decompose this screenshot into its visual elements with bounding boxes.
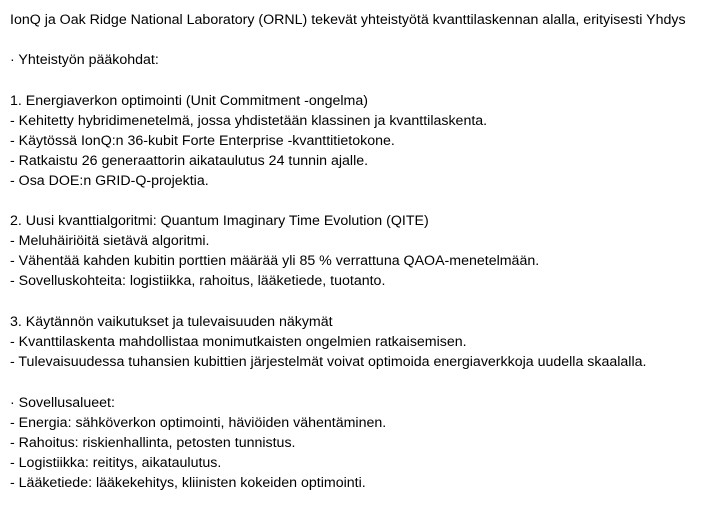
list-item: - Energia: sähköverkon optimointi, häviöiden vähentäminen. bbox=[10, 415, 387, 431]
list-item: - Rahoitus: riskienhallinta, petosten tunnistus. bbox=[10, 435, 296, 451]
list-item: - Kehitetty hybridimenetelmä, jossa yhdistetään klassinen ja kvanttilaskenta. bbox=[10, 113, 488, 129]
document-body bbox=[10, 0, 713, 517]
list-item: - Sovelluskohteita: logistiikka, rahoitus, lääketiede, tuotanto. bbox=[10, 273, 386, 289]
section-2-heading: 2. Uusi kvanttialgoritmi: Quantum Imaginary Time Evolution (QITE) bbox=[10, 213, 429, 229]
list-item: - Kvanttilaskenta mahdollistaa monimutkaisten ongelmien ratkaisemisen. bbox=[10, 334, 467, 350]
section-3-heading: 3. Käytännön vaikutukset ja tulevaisuuden näkymät bbox=[10, 314, 333, 330]
list-item: - Tulevaisuudessa tuhansien kubittien järjestelmät voivat optimoida energiaverkkoja uudella skaalalla. bbox=[10, 354, 647, 370]
applications-heading: · Sovellusalueet: bbox=[10, 395, 115, 411]
list-item: - Ratkaistu 26 generaattorin aikataulutus 24 tunnin ajalle. bbox=[10, 153, 369, 169]
list-item: - Vähentää kahden kubitin porttien määrää yli 85 % verrattuna QAOA-menetelmään. bbox=[10, 253, 540, 269]
list-item: - Osa DOE:n GRID-Q-projektia. bbox=[10, 173, 209, 189]
key-points-heading: · Yhteistyön pääkohdat: bbox=[10, 52, 159, 68]
list-item: - Logistiikka: reititys, aikataulutus. bbox=[10, 455, 222, 471]
section-1-heading: 1. Energiaverkon optimointi (Unit Commitment -ongelma) bbox=[10, 93, 368, 109]
intro-paragraph: IonQ ja Oak Ridge National Laboratory (ORNL) tekevät yhteistyötä kvanttilaskennan alalla, erityisesti Yhdys bbox=[10, 12, 686, 28]
list-item: - Lääketiede: lääkekehitys, kliinisten kokeiden optimointi. bbox=[10, 475, 366, 491]
list-item: - Käytössä IonQ:n 36-kubit Forte Enterprise -kvanttitietokone. bbox=[10, 133, 395, 149]
list-item: - Meluhäiriöitä sietävä algoritmi. bbox=[10, 233, 210, 249]
page-edge bbox=[708, 0, 713, 517]
